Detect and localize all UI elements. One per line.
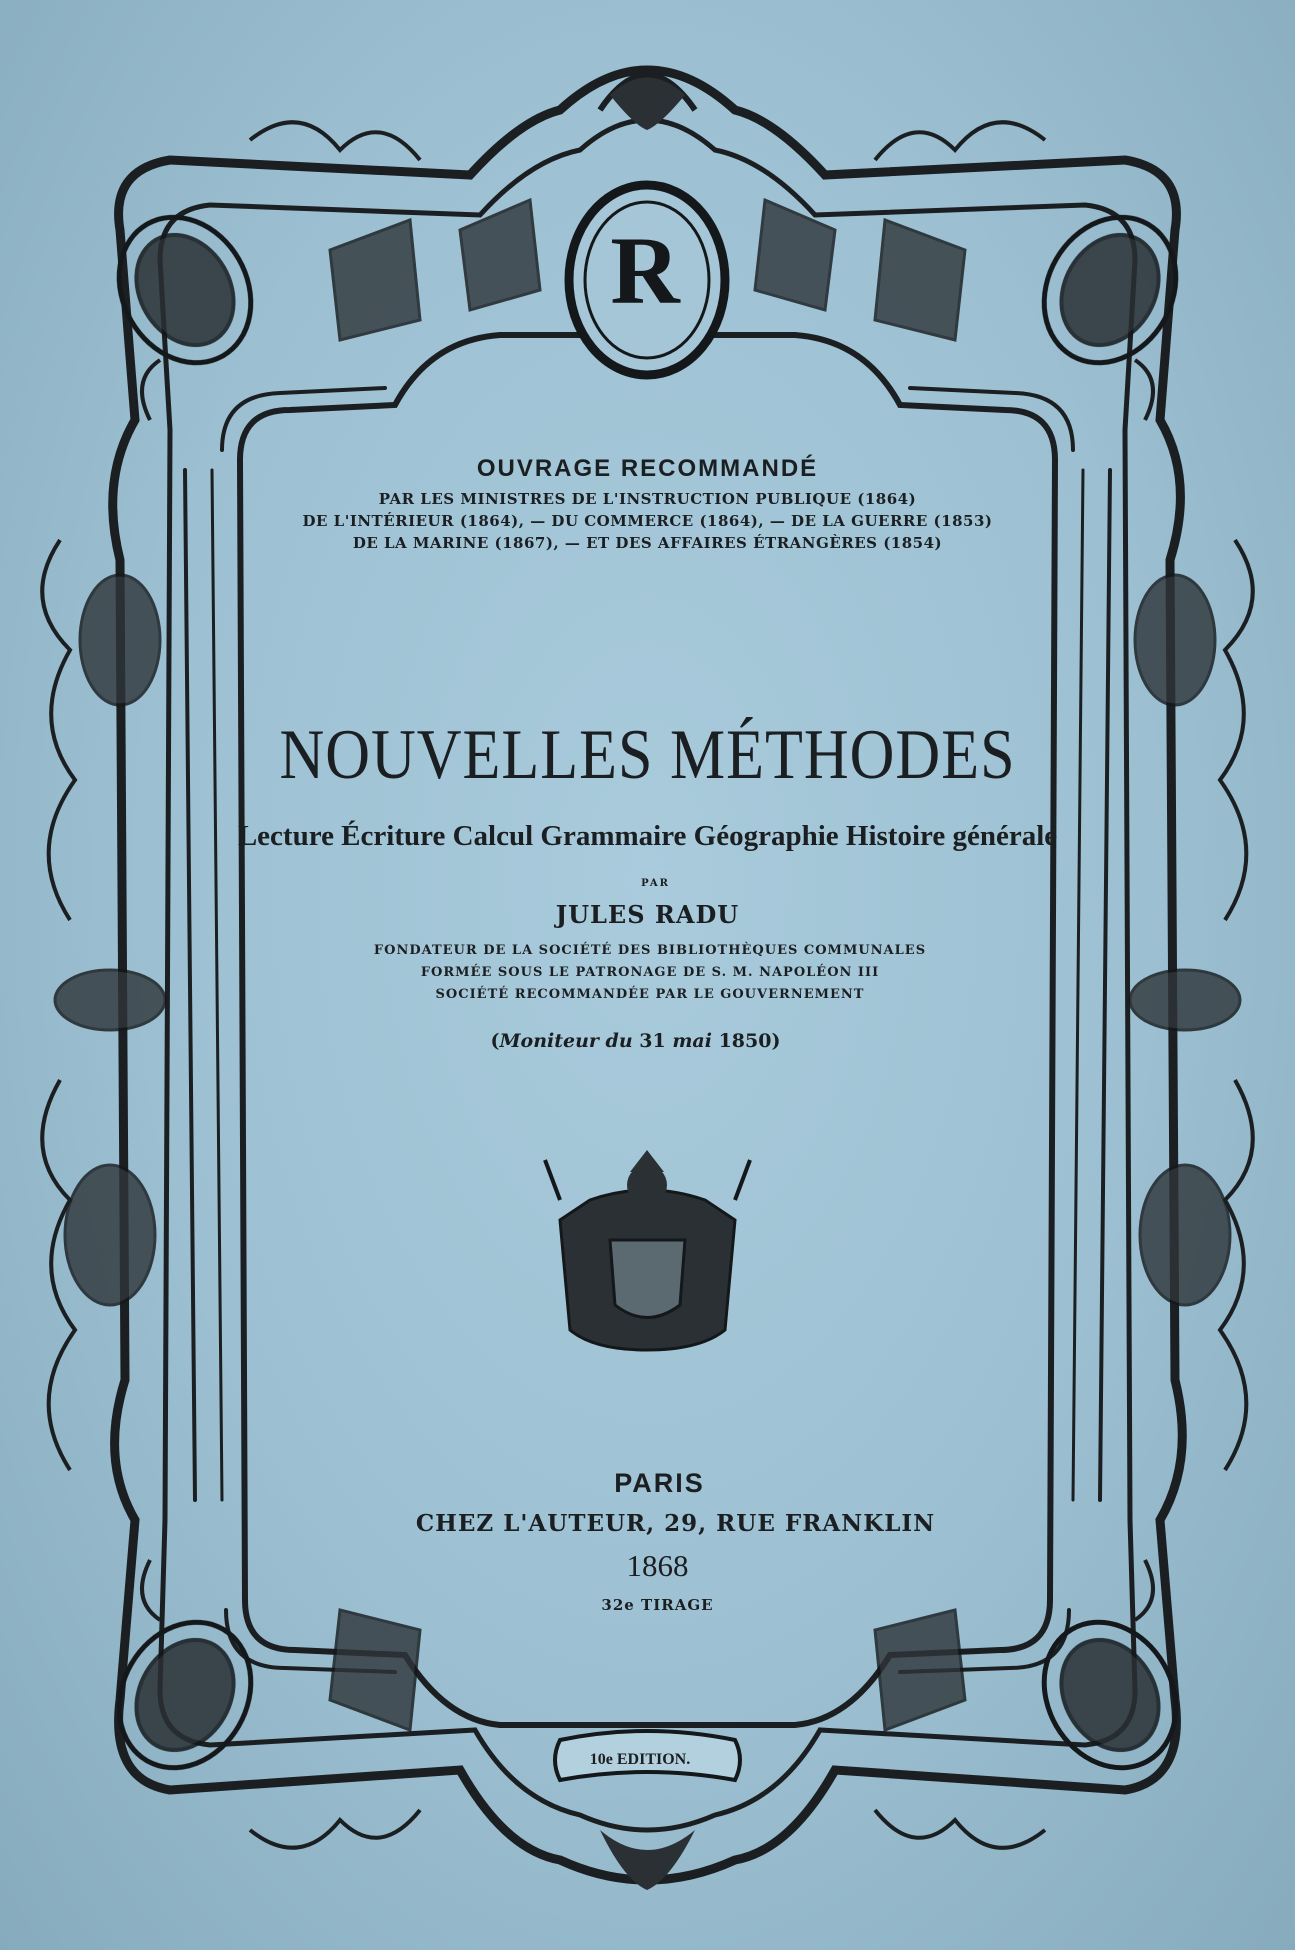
ministries-list — [290, 488, 1005, 554]
recommended-heading: OUVRAGE RECOMMANDÉ — [476, 455, 819, 482]
printing-number: 32e TIRAGE — [601, 1596, 714, 1614]
par-label: PAR — [641, 878, 670, 889]
author-credits — [340, 940, 960, 1006]
book-subtitle: Lecture Écriture Calcul Grammaire Géographie Histoire générale — [237, 820, 1058, 852]
moniteur-citation: (Moniteur du 31 mai 1850) — [490, 1030, 781, 1052]
monogram-letter: R — [610, 217, 680, 324]
ministries-line: DE LA MARINE (1867), — ET DES AFFAIRES ÉTRANGÈRES (1854) — [352, 534, 943, 552]
credit-line: FORMÉE SOUS LE PATRONAGE DE S. M. NAPOLÉON III — [420, 965, 880, 980]
author-name: JULES RADU — [555, 900, 740, 929]
publisher-address: CHEZ L'AUTEUR, 29, RUE FRANKLIN — [415, 1510, 936, 1537]
book-title: NOUVELLES MÉTHODES — [279, 715, 1016, 795]
publication-year: 1868 — [626, 1548, 689, 1583]
coat-of-arms-emblem — [545, 1150, 750, 1350]
ministries-line: PAR LES MINISTRES DE L'INSTRUCTION PUBLIQUE (1864) — [378, 490, 917, 508]
credit-line: FONDATEUR DE LA SOCIÉTÉ DES BIBLIOTHÈQUES COMMUNALES — [373, 943, 927, 958]
credit-line: SOCIÉTÉ RECOMMANDÉE PAR LE GOUVERNEMENT — [435, 987, 865, 1002]
edition-label: 10e EDITION. — [589, 1751, 691, 1768]
publisher-city: PARIS — [614, 1468, 705, 1498]
ministries-line: DE L'INTÉRIEUR (1864), — DU COMMERCE (1864), — DE LA GUERRE (1853) — [302, 512, 993, 530]
